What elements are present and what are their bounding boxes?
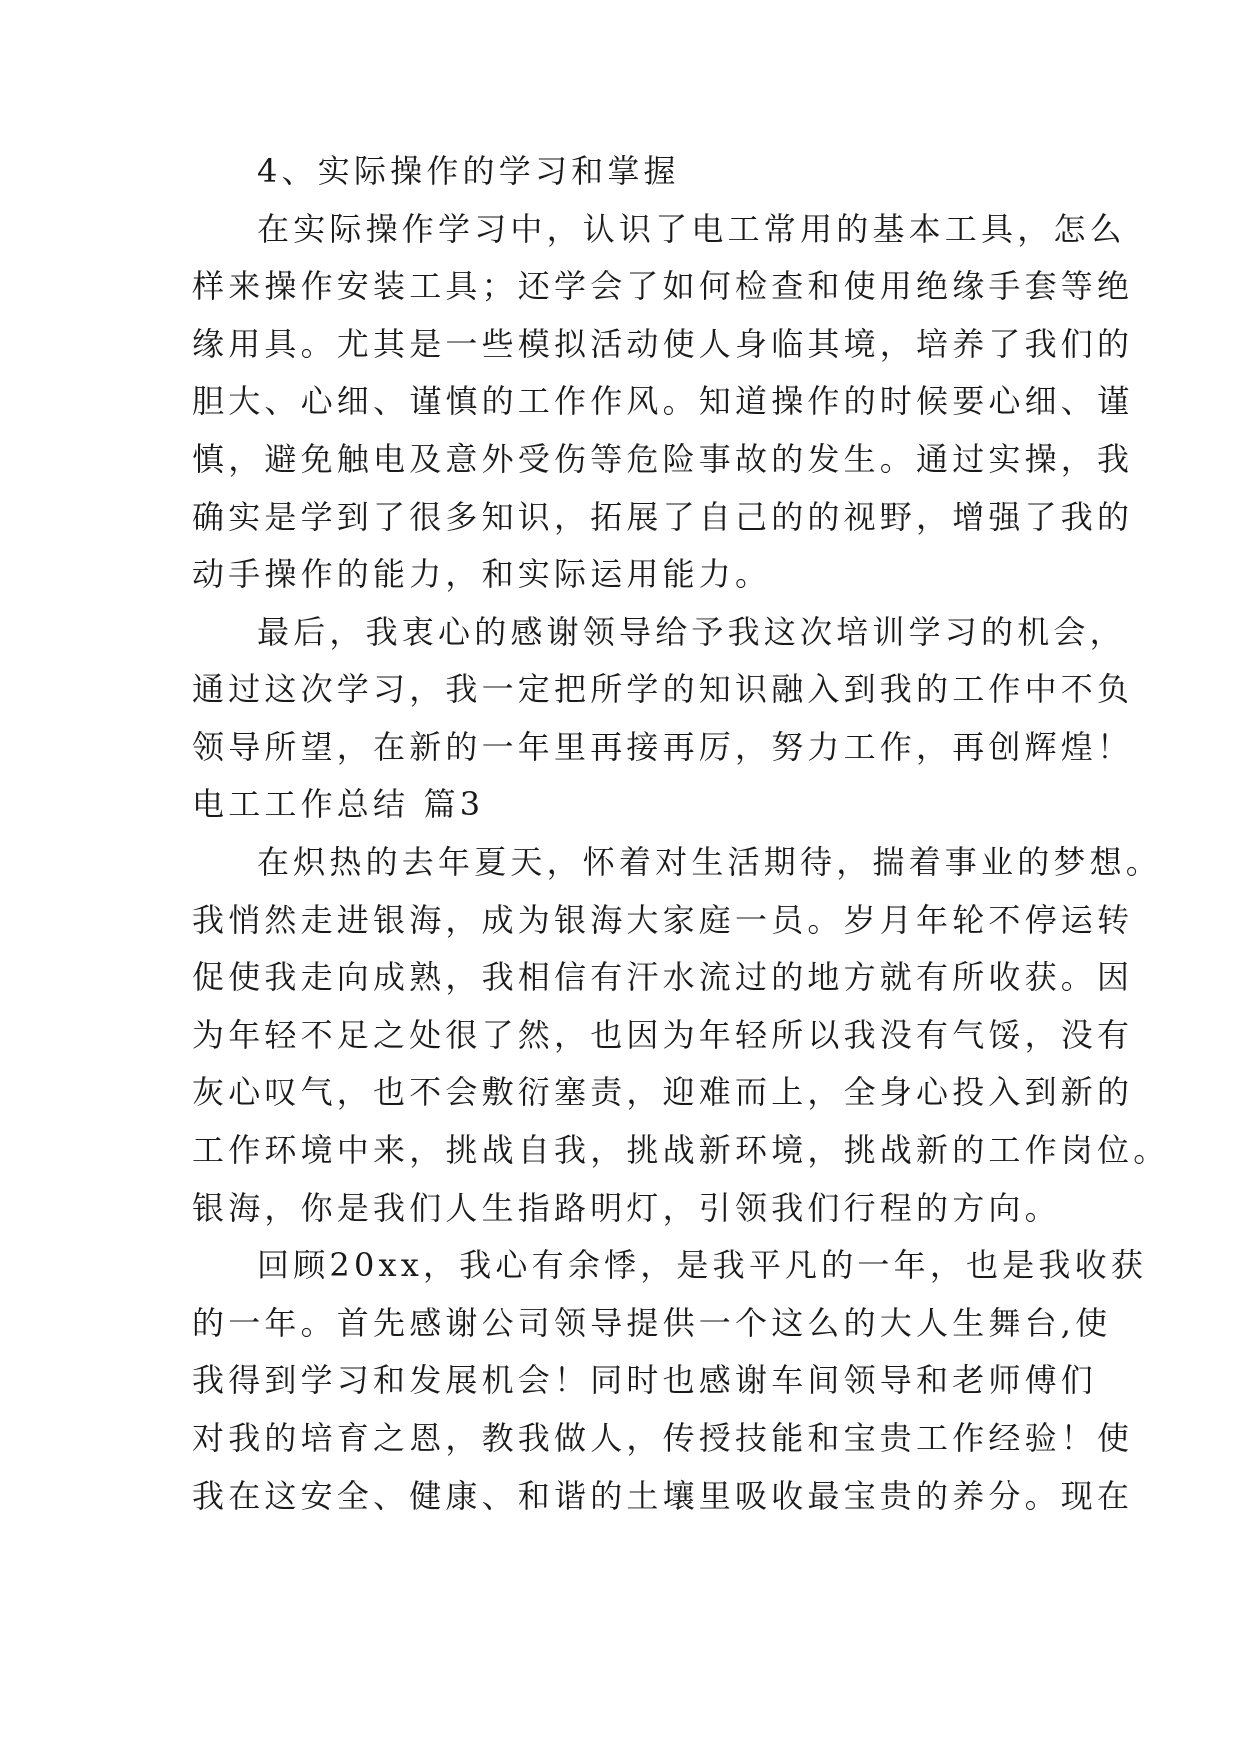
paragraph-line: 回顾20xx，我心有余悸，是我平凡的一年，也是我收获 — [257, 1246, 1148, 1284]
paragraph-line: 工作环境中来，挑战自我，挑战新环境，挑战新的工作岗位。 — [192, 1131, 1170, 1169]
paragraph-line: 通过这次学习，我一定把所学的知识融入到我的工作中不负 — [192, 670, 1134, 708]
paragraph-line: 确实是学到了很多知识，拓展了自己的的视野，增强了我的 — [192, 498, 1134, 536]
paragraph-line: 动手操作的能力，和实际运用能力。 — [192, 555, 772, 593]
paragraph-line: 缘用具。尤其是一些模拟活动使人身临其境，培养了我们的 — [192, 325, 1134, 363]
paragraph-line: 为年轻不足之处很了然，也因为年轻所以我没有气馁，没有 — [192, 1016, 1134, 1054]
paragraph-line: 我悄然走进银海，成为银海大家庭一员。岁月年轮不停运转 — [192, 901, 1134, 939]
paragraph-line: 在炽热的去年夏天，怀着对生活期待，揣着事业的梦想。 — [257, 843, 1163, 881]
paragraph-line: 我得到学习和发展机会！同时也感谢车间领导和老师傅们 — [192, 1361, 1098, 1399]
paragraph-line: 最后，我衷心的感谢领导给予我这次培训学习的机会， — [257, 613, 1126, 651]
paragraph-line: 我在这安全、健康、和谐的土壤里吸收最宝贵的养分。现在 — [192, 1477, 1134, 1515]
paragraph-line: 的一年。首先感谢公司领导提供一个这么的大人生舞台,使 — [192, 1304, 1112, 1342]
paragraph-line: 对我的培育之恩，教我做人，传授技能和宝贵工作经验！使 — [192, 1419, 1134, 1457]
paragraph-line: 促使我走向成熟，我相信有汗水流过的地方就有所收获。因 — [192, 958, 1134, 996]
paragraph-line: 样来操作安装工具；还学会了如何检查和使用绝缘手套等绝 — [192, 267, 1134, 305]
section-heading: 4、实际操作的学习和掌握 — [257, 152, 680, 190]
paragraph-line: 胆大、心细、谨慎的工作作风。知道操作的时候要心细、谨 — [192, 382, 1134, 420]
paragraph-line: 银海，你是我们人生指路明灯，引领我们行程的方向。 — [192, 1189, 1061, 1227]
paragraph-line: 领导所望，在新的一年里再接再厉，努力工作，再创辉煌！ — [192, 728, 1134, 766]
section-title: 电工工作总结 篇3 — [192, 785, 485, 823]
paragraph-line: 灰心叹气，也不会敷衍塞责，迎难而上，全身心投入到新的 — [192, 1073, 1134, 1111]
paragraph-line: 慎，避免触电及意外受伤等危险事故的发生。通过实操，我 — [192, 440, 1134, 478]
paragraph-line: 在实际操作学习中，认识了电工常用的基本工具，怎么 — [257, 210, 1126, 248]
